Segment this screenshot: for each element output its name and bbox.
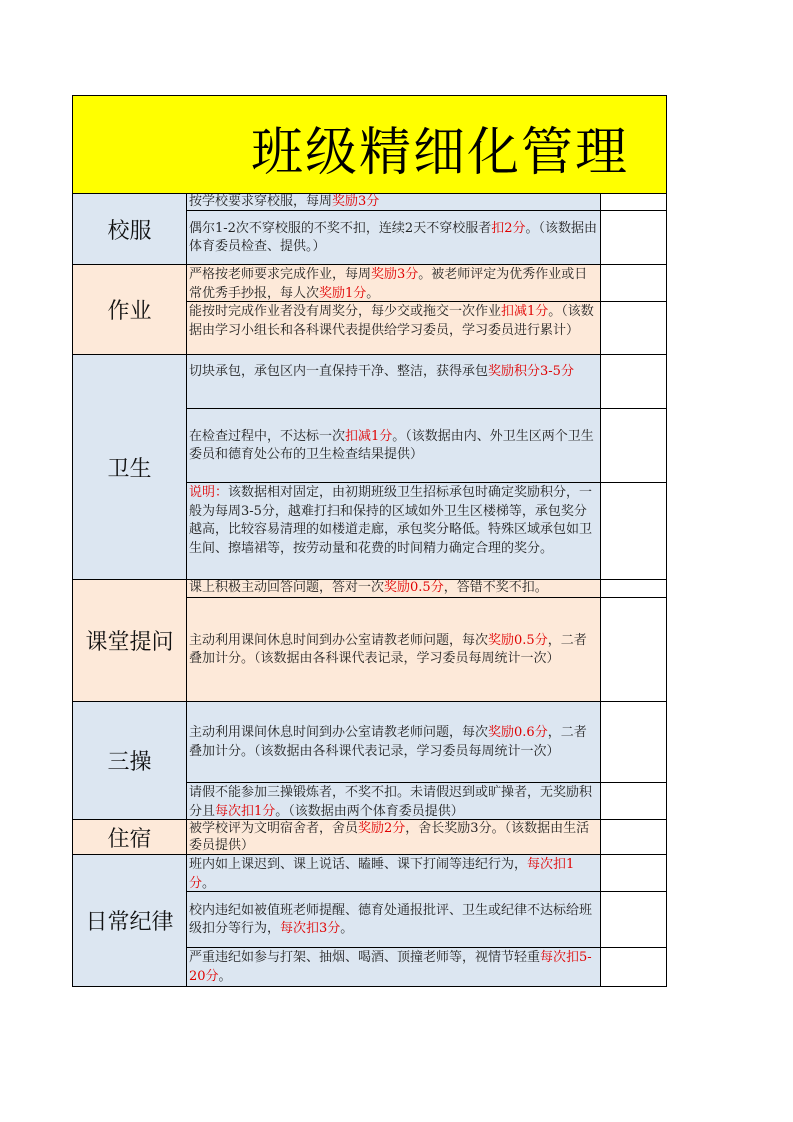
- blank-cell: [600, 783, 667, 820]
- category-homework: 作业: [72, 265, 186, 355]
- blank-cell: [600, 892, 667, 948]
- rule-hygiene-note: 说明：该数据相对固定，由初期班级卫生招标承包时确定奖励积分，一般为每周3-5分，越难打扫和保持的区域如外卫生区楼梯等，承包奖分越高，比较容易清理的如楼道走廊，承包奖分略低。特殊区域承包如卫生间、擦墙裙等，按劳动量和花费的时间精力确定合理的奖分。: [186, 483, 600, 580]
- rule-uniform-1: 按学校要求穿校服，每周奖励3分: [186, 194, 600, 211]
- rule-exercise-1: 主动利用课间休息时间到办公室请教老师问题，每次奖励0.6分，二者叠加计分。（该数据由各科课代表记录，学习委员每周统计一次）: [186, 702, 600, 783]
- blank-cell: [600, 302, 667, 355]
- rule-discipline-2: 校内违纪如被值班老师提醒、德育处通报批评、卫生或纪律不达标给班级扣分等行为，每次扣3分。: [186, 892, 600, 948]
- blank-cell: [600, 702, 667, 783]
- blank-cell: [600, 948, 667, 987]
- blank-cell: [600, 855, 667, 892]
- category-hygiene: 卫生: [72, 355, 186, 580]
- title-banner: [72, 95, 667, 194]
- rule-uniform-2: 偶尔1-2次不穿校服的不奖不扣，连续2天不穿校服者扣2分。（该数据由体育委员检查、提供。）: [186, 211, 600, 265]
- blank-cell: [600, 355, 667, 409]
- category-questions: 课堂提问: [72, 580, 186, 702]
- blank-cell: [600, 820, 667, 855]
- category-discipline: 日常纪律: [72, 855, 186, 987]
- category-uniform: 校服: [72, 194, 186, 265]
- blank-cell: [600, 194, 667, 211]
- rule-discipline-3: 严重违纪如参与打架、抽烟、喝酒、顶撞老师等，视情节轻重每次扣5-20分。: [186, 948, 600, 987]
- rule-dorm-1: 被学校评为文明宿舍者，舍员奖励2分，舍长奖励3分。（该数据由生活委员提供）: [186, 820, 600, 855]
- rule-homework-1: 严格按老师要求完成作业，每周奖励3分。被老师评定为优秀作业或日常优秀手抄报，每人次奖励1分。: [186, 265, 600, 302]
- rule-hygiene-1: 切块承包，承包区内一直保持干净、整洁，获得承包奖励积分3-5分: [186, 355, 600, 409]
- page-title: 班级精细化管理: [251, 123, 630, 183]
- rule-exercise-2: 请假不能参加三操锻炼者，不奖不扣。未请假迟到或旷操者，无奖励积分且每次扣1分。（该数据由两个体育委员提供）: [186, 783, 600, 820]
- blank-cell: [600, 211, 667, 265]
- rule-questions-2: 主动利用课间休息时间到办公室请教老师问题，每次奖励0.5分，二者叠加计分。（该数据由各科课代表记录，学习委员每周统计一次）: [186, 598, 600, 702]
- blank-cell: [600, 580, 667, 598]
- category-exercise: 三操: [72, 702, 186, 820]
- blank-cell: [600, 409, 667, 483]
- rule-questions-1: 课上积极主动回答问题，答对一次奖励0.5分，答错不奖不扣。: [186, 580, 600, 598]
- category-dorm: 住宿: [72, 820, 186, 855]
- rule-discipline-1: 班内如上课迟到、课上说话、瞌睡、课下打闹等违纪行为，每次扣1分。: [186, 855, 600, 892]
- rule-hygiene-2: 在检查过程中，不达标一次扣减1分。（该数据由内、外卫生区两个卫生委员和德育处公布的卫生检查结果提供）: [186, 409, 600, 483]
- blank-cell: [600, 598, 667, 702]
- blank-cell: [600, 265, 667, 302]
- blank-cell: [600, 483, 667, 580]
- rule-homework-2: 能按时完成作业者没有周奖分，每少交或拖交一次作业扣减1分。（该数据由学习小组长和各科课代表提供给学习委员，学习委员进行累计）: [186, 302, 600, 355]
